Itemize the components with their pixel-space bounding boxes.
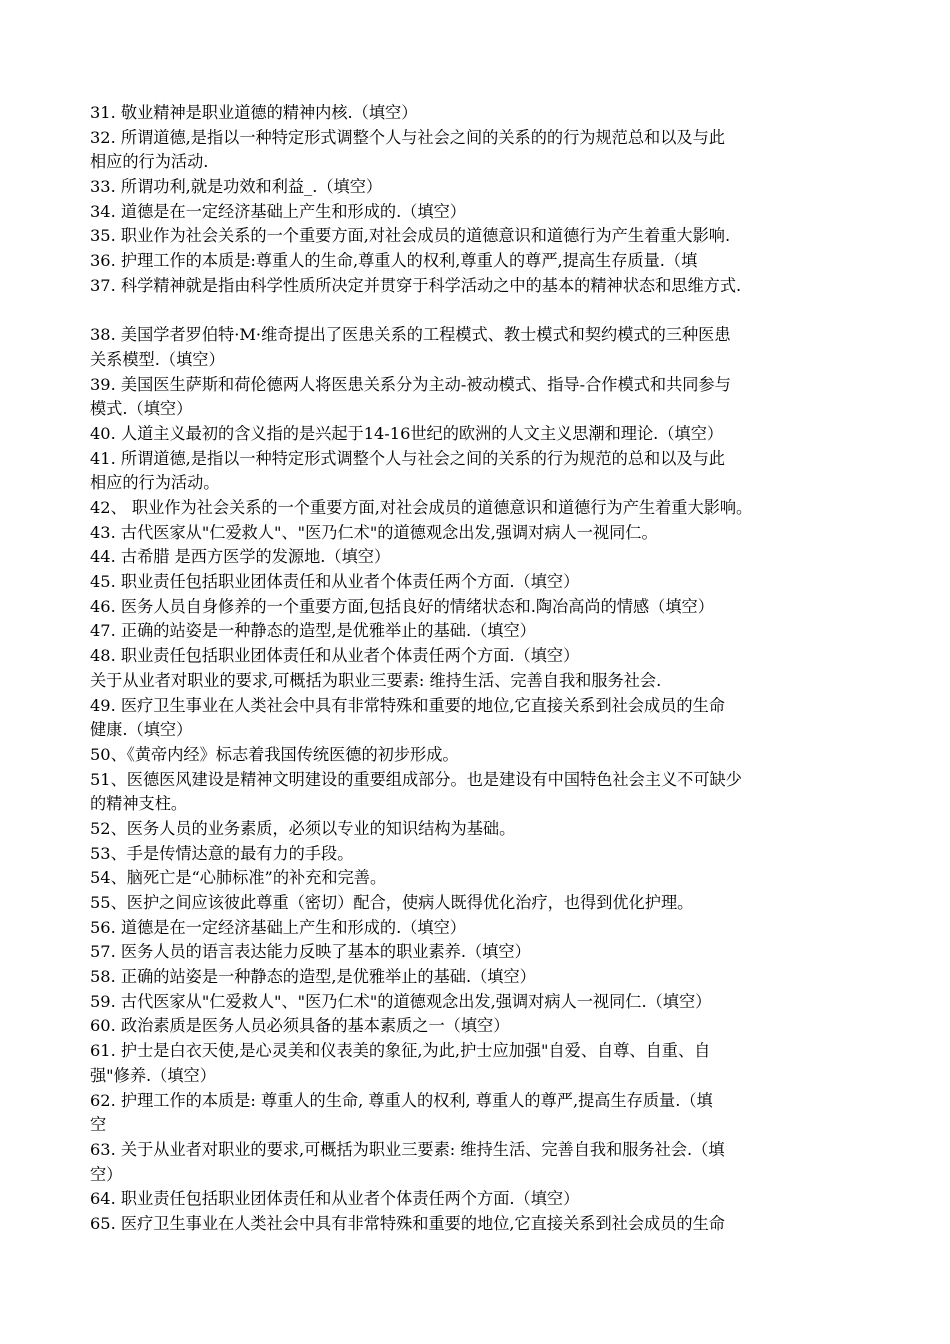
text-line: 39. 美国医生萨斯和荷伦德两人将医患关系分为主动-被动模式、指导-合作模式和共同参与 xyxy=(90,374,731,394)
text-line: 49. 医疗卫生事业在人类社会中具有非常特殊和重要的地位,它直接关系到社会成员的生命 xyxy=(90,695,725,715)
text-line: 58. 正确的站姿是一种静态的造型,是优雅举止的基础.（填空） xyxy=(90,967,536,987)
text-line: 31. 敬业精神是职业道德的精神内核.（填空） xyxy=(90,103,418,122)
text-line: 62. 护理工作的本质是: 尊重人的生命, 尊重人的权利, 尊重人的尊严,提高生存质量.（填 xyxy=(90,1090,713,1110)
text-line: 空 xyxy=(90,1115,107,1135)
text-line: 32. 所谓道德,是指以一种特定形式调整个人与社会之间的关系的的行为规范总和以及与此 xyxy=(90,127,725,147)
text-line: 45. 职业责任包括职业团体责任和从业者个体责任两个方面.（填空） xyxy=(90,572,580,592)
text-line: 51、医德医风建设是精神文明建设的重要组成部分。也是建设有中国特色社会主义不可缺少 xyxy=(90,769,742,789)
text-line: 41. 所谓道德,是指以一种特定形式调整个人与社会之间的关系的行为规范的总和以及与此 xyxy=(90,448,725,468)
text-line: 46. 医务人员自身修养的一个重要方面,包括良好的情绪状态和.陶冶高尚的情感（填空） xyxy=(90,596,714,616)
text-line: 33. 所谓功利,就是功效和利益_.（填空） xyxy=(90,177,383,197)
text-line: 关系模型.（填空） xyxy=(90,349,225,369)
blank-line xyxy=(90,299,870,324)
text-line: 34. 道德是在一定经济基础上产生和形成的.（填空） xyxy=(90,201,466,221)
text-line: 59. 古代医家从"仁爱救人"、"医乃仁术"的道德观念出发,强调对病人一视同仁.（填空） xyxy=(90,991,712,1011)
text-line: 65. 医疗卫生事业在人类社会中具有非常特殊和重要的地位,它直接关系到社会成员的生命 xyxy=(90,1213,725,1233)
text-line: 37. 科学精神就是指由科学性质所决定并贯穿于科学活动之中的基本的精神状态和思维方式. xyxy=(90,275,742,295)
text-line: 的精神支柱。 xyxy=(90,794,188,814)
text-line: 61. 护士是白衣天使,是心灵美和仪表美的象征,为此,护士应加强"自爱、自尊、自重、自 xyxy=(90,1041,711,1061)
text-line: 54、脑死亡是“心肺标准”的补充和完善。 xyxy=(90,868,387,888)
text-line: 关于从业者对职业的要求,可概括为职业三要素: 维持生活、完善自我和服务社会. xyxy=(90,670,662,690)
text-line: 52、医务人员的业务素质，必须以专业的知识结构为基础。 xyxy=(90,818,516,838)
text-line: 47. 正确的站姿是一种静态的造型,是优雅举止的基础.（填空） xyxy=(90,621,536,641)
text-line: 模式.（填空） xyxy=(90,399,193,419)
text-line: 强"修养.（填空） xyxy=(90,1065,216,1085)
text-line: 48. 职业责任包括职业团体责任和从业者个体责任两个方面.（填空） xyxy=(90,646,580,666)
document-body xyxy=(90,101,870,1237)
text-line: 64. 职业责任包括职业团体责任和从业者个体责任两个方面.（填空） xyxy=(90,1189,580,1209)
text-line: 空） xyxy=(90,1164,123,1184)
text-line: 60. 政治素质是医务人员必须具备的基本素质之一（填空） xyxy=(90,1016,510,1036)
text-line: 50、《黄帝内经》标志着我国传统医德的初步形成。 xyxy=(90,744,459,764)
text-line: 相应的行为活动. xyxy=(90,152,209,172)
text-line: 43. 古代医家从"仁爱救人"、"医乃仁术"的道德观念出发,强调对病人一视同仁。 xyxy=(90,522,658,542)
text-line: 36. 护理工作的本质是:尊重人的生命,尊重人的权利,尊重人的尊严,提高生存质量.（填 xyxy=(90,251,698,271)
text-line: 63. 关于从业者对职业的要求,可概括为职业三要素: 维持生活、完善自我和服务社会.（填 xyxy=(90,1139,725,1159)
text-line: 56. 道德是在一定经济基础上产生和形成的.（填空） xyxy=(90,917,466,937)
text-line: 55、医护之间应该彼此尊重（密切）配合，使病人既得优化治疗，也得到优化护理。 xyxy=(90,893,694,912)
text-line: 相应的行为活动。 xyxy=(90,473,220,493)
text-line: 42、 职业作为社会关系的一个重要方面,对社会成员的道德意识和道德行为产生着重大影响。 xyxy=(90,498,753,517)
text-line: 35. 职业作为社会关系的一个重要方面,对社会成员的道德意识和道德行为产生着重大影响. xyxy=(90,226,731,246)
text-line: 38. 美国学者罗伯特·M·维奇提出了医患关系的工程模式、教士模式和契约模式的三种医患 xyxy=(90,325,731,345)
text-line: 40. 人道主义最初的含义指的是兴起于14-16世纪的欧洲的人文主义思潮和理论.（填空） xyxy=(90,423,724,443)
text-line: 57. 医务人员的语言表达能力反映了基本的职业素养.（填空） xyxy=(90,942,531,962)
text-line: 健康.（填空） xyxy=(90,720,193,740)
text-line: 44. 古希腊 是西方医学的发源地.（填空） xyxy=(90,547,391,567)
text-line: 53、手是传情达意的最有力的手段。 xyxy=(90,843,354,863)
